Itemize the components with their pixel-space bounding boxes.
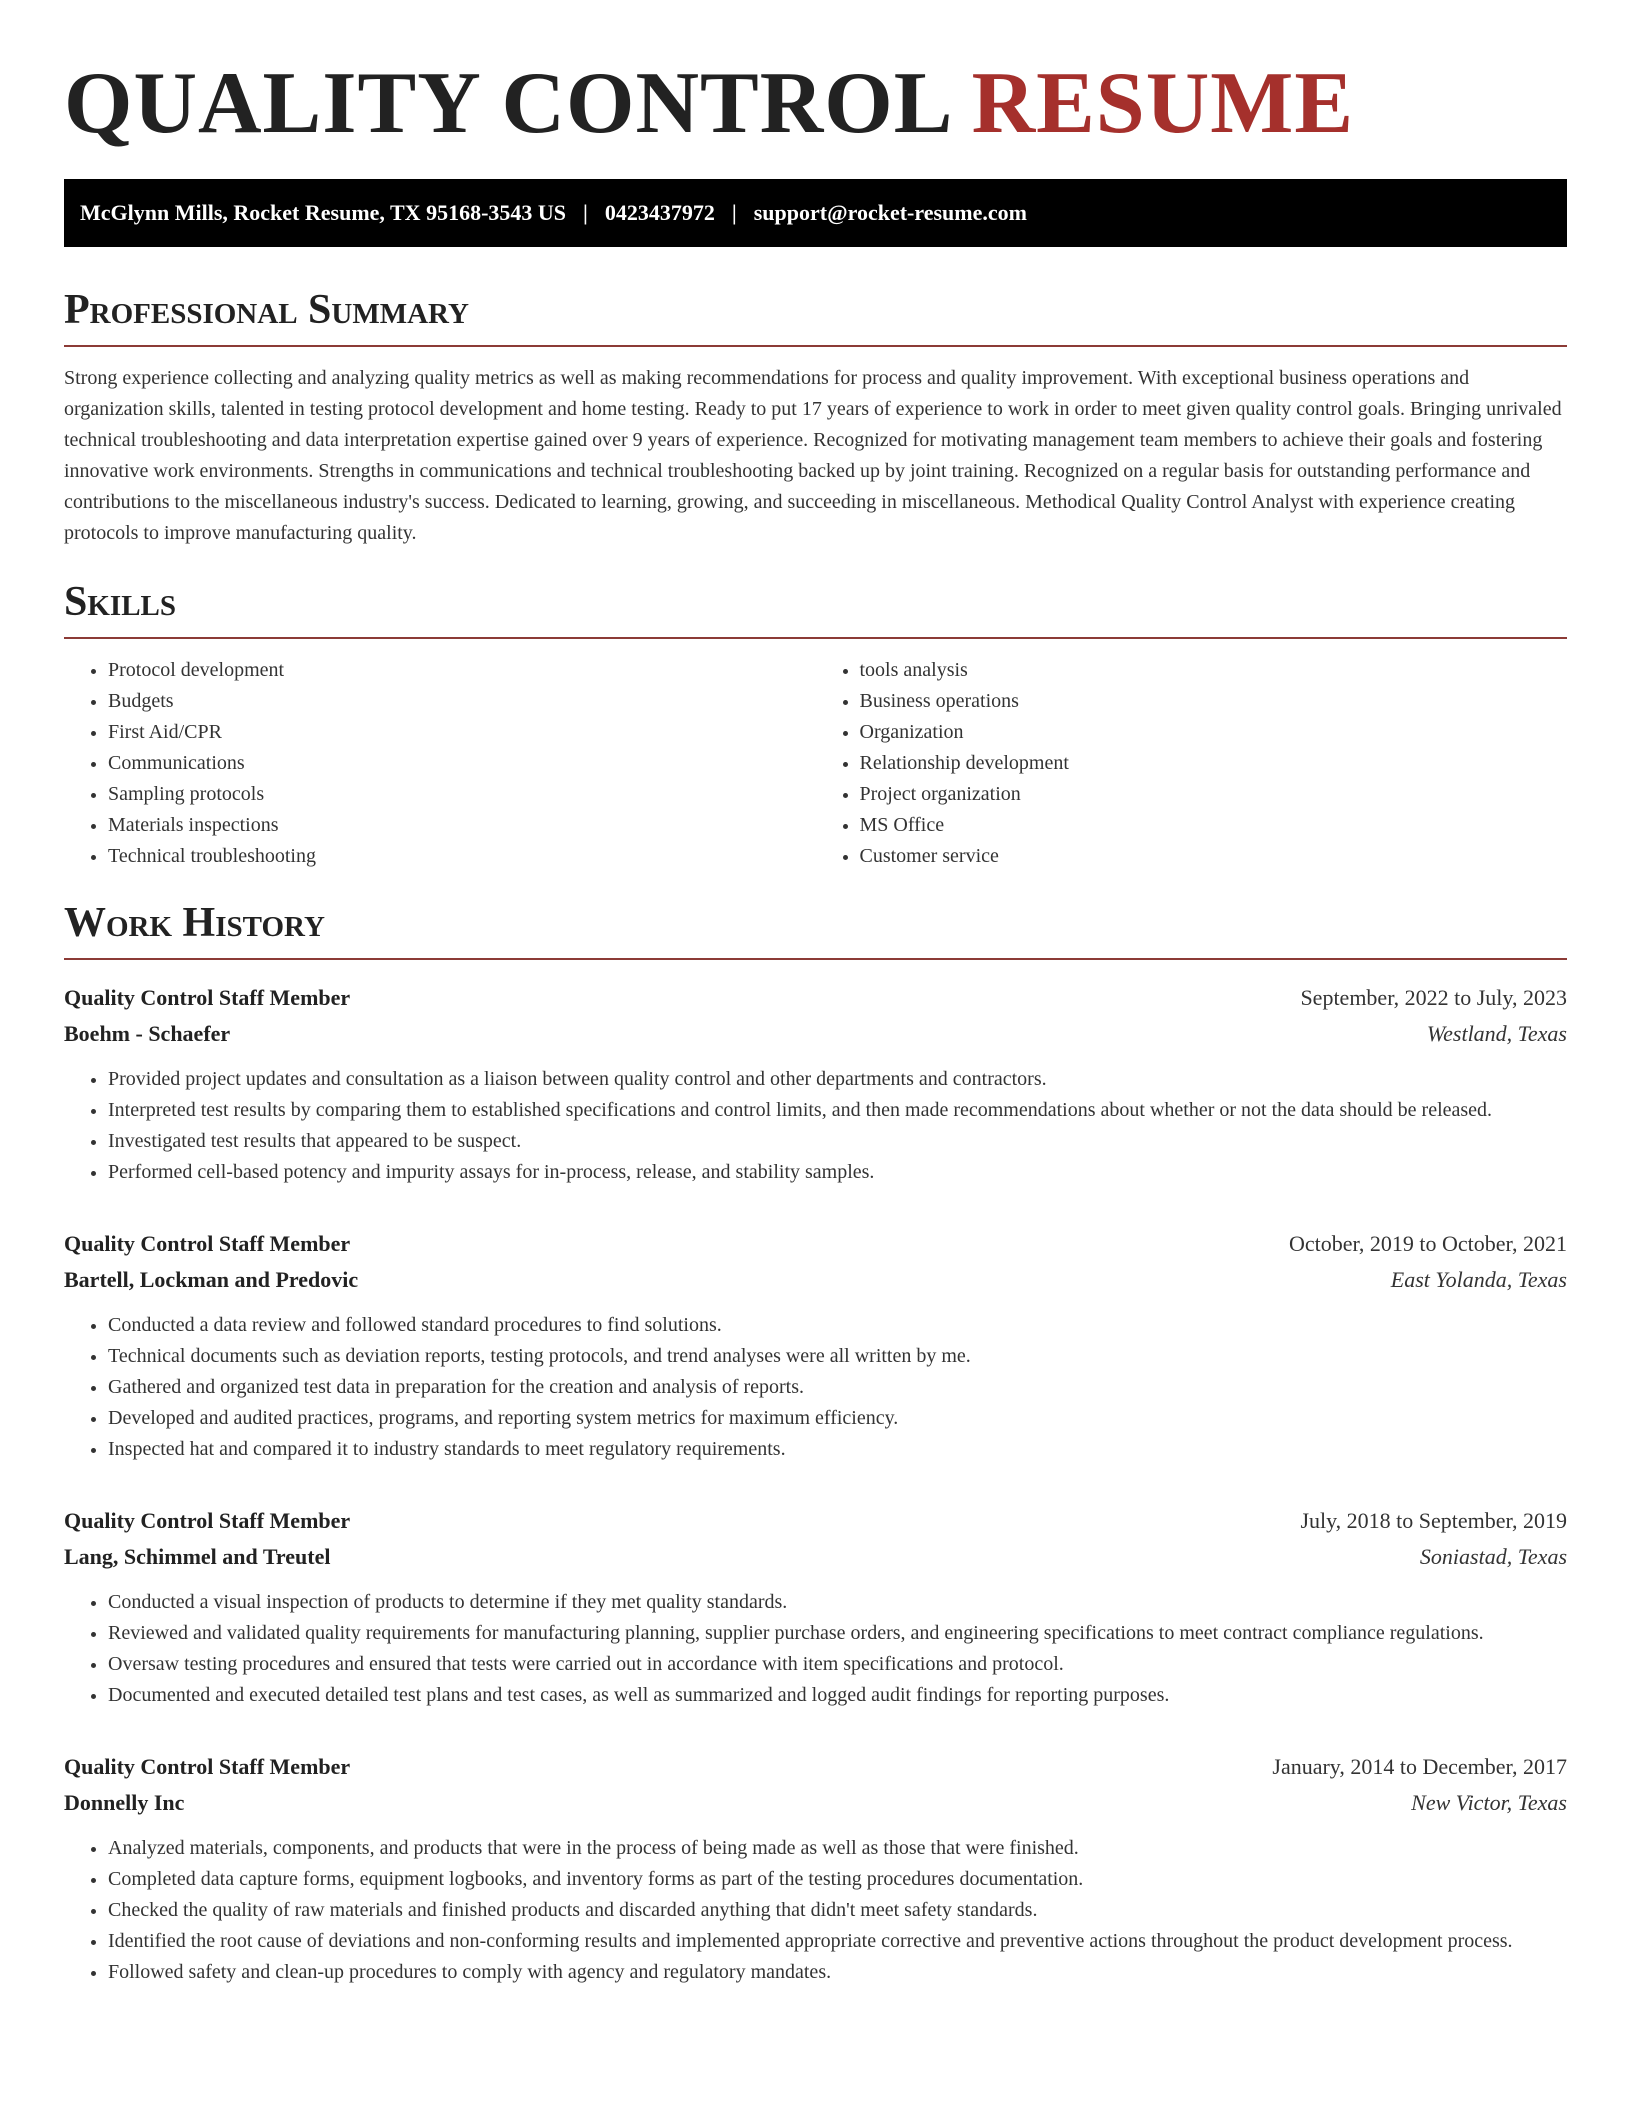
job-dates: September, 2022 to July, 2023 <box>1300 985 1567 1011</box>
job-duties <box>64 1064 1567 1188</box>
skill-item: • Protocol development <box>108 655 816 686</box>
skill-item: • Budgets <box>108 686 816 717</box>
job-duties <box>64 1833 1567 1988</box>
job-entry <box>64 1749 1567 1988</box>
contact-separator: | <box>583 199 588 225</box>
job-company-row <box>64 1262 1567 1298</box>
job-duties <box>64 1310 1567 1465</box>
job-company: Bartell, Lockman and Predovic <box>64 1267 359 1293</box>
summary-text: Strong experience collecting and analyzing quality metrics as well as making recommendations for process and quality improvement. With exceptional business operations and organization skills, talented in testing protocol development and home testing. Ready to put 17 years of experience to work in order to meet given quality control goals. Bringing unrivaled technical troubleshooting and data interpretation expertise gained over 9 years of experience. Recognized for motivating management team members to achieve their goals and fostering innovative work environments. Strengths in communications and technical troubleshooting backed up by joint training. Recognized on a regular basis for outstanding performance and contributions to the miscellaneous industry's success. Dedicated to learning, growing, and succeeding in miscellaneous. Methodical Quality Control Analyst with experience creating protocols to improve manufacturing quality. <box>64 366 1562 544</box>
skill-item: • Business operations <box>860 686 1568 717</box>
job-title: Quality Control Staff Member <box>64 985 351 1011</box>
duty-item: • Investigated test results that appeared to be suspect. <box>108 1126 1567 1157</box>
resume-title <box>64 56 1567 153</box>
skill-item: • First Aid/CPR <box>108 717 816 748</box>
skills-list-left <box>64 655 816 872</box>
skill-item: • Customer service <box>860 841 1568 872</box>
skill-item: • tools analysis <box>860 655 1568 686</box>
job-header-row <box>64 1503 1567 1539</box>
job-company-row <box>64 1539 1567 1575</box>
skills-grid <box>64 655 1567 872</box>
skills-section <box>64 579 1567 872</box>
job-title: Quality Control Staff Member <box>64 1231 351 1257</box>
job-dates: January, 2014 to December, 2017 <box>1272 1754 1567 1780</box>
job-entry <box>64 1503 1567 1711</box>
job-header-row <box>64 1749 1567 1785</box>
skill-item: • MS Office <box>860 810 1568 841</box>
skill-item: • Relationship development <box>860 748 1568 779</box>
skill-item: • Sampling protocols <box>108 779 816 810</box>
job-entry <box>64 1226 1567 1465</box>
duty-item: • Developed and audited practices, programs, and reporting system metrics for maximum efficiency. <box>108 1403 1567 1434</box>
job-company-row <box>64 1016 1567 1052</box>
contact-address: McGlynn Mills, Rocket Resume, TX 95168-3543 US <box>80 199 567 225</box>
duty-item: • Followed safety and clean-up procedures to comply with agency and regulatory mandates. <box>108 1957 1567 1988</box>
title-main: QUALITY CONTROL <box>64 55 949 152</box>
title-accent: RESUME <box>971 55 1355 152</box>
contact-phone: 0423437972 <box>604 199 715 225</box>
skill-item: • Technical troubleshooting <box>108 841 816 872</box>
summary-section <box>64 287 1567 549</box>
resume-page <box>64 0 1567 1988</box>
duty-item: • Oversaw testing procedures and ensured that tests were carried out in accordance with item specifications and protocol. <box>108 1649 1567 1680</box>
job-title: Quality Control Staff Member <box>64 1508 351 1534</box>
duty-item: • Reviewed and validated quality requirements for manufacturing planning, supplier purchase orders, and engineering specifications to meet contract compliance regulations. <box>108 1618 1567 1649</box>
job-company: Lang, Schimmel and Treutel <box>64 1544 331 1570</box>
duty-item: • Provided project updates and consultation as a liaison between quality control and other departments and contractors. <box>108 1064 1567 1095</box>
job-location: East Yolanda, Texas <box>1390 1267 1567 1293</box>
duty-item: • Interpreted test results by comparing them to established specifications and control limits, and then made recommendations about whether or not the data should be released. <box>108 1095 1567 1126</box>
duty-item: • Technical documents such as deviation reports, testing protocols, and trend analyses were all written by me. <box>108 1341 1567 1372</box>
job-dates: July, 2018 to September, 2019 <box>1300 1508 1567 1534</box>
skill-item: • Materials inspections <box>108 810 816 841</box>
job-location: Soniastad, Texas <box>1419 1544 1567 1570</box>
duty-item: • Checked the quality of raw materials and finished products and discarded anything that didn't meet safety standards. <box>108 1895 1567 1926</box>
skills-heading: Skills <box>64 579 1567 639</box>
duty-item: • Conducted a visual inspection of products to determine if they met quality standards. <box>108 1587 1567 1618</box>
duty-item: • Documented and executed detailed test plans and test cases, as well as summarized and logged audit findings for reporting purposes. <box>108 1680 1567 1711</box>
work-history-section <box>64 900 1567 1988</box>
job-header-row <box>64 980 1567 1016</box>
duty-item: • Analyzed materials, components, and products that were in the process of being made as well as those that were finished. <box>108 1833 1567 1864</box>
skill-item: • Project organization <box>860 779 1568 810</box>
duty-item: • Inspected hat and compared it to industry standards to meet regulatory requirements. <box>108 1434 1567 1465</box>
job-location: Westland, Texas <box>1426 1021 1567 1047</box>
duty-item: • Gathered and organized test data in preparation for the creation and analysis of reports. <box>108 1372 1567 1403</box>
skills-list-right <box>816 655 1568 872</box>
work-history-heading: Work History <box>64 900 1567 960</box>
job-company: Boehm - Schaefer <box>64 1021 231 1047</box>
contact-separator: | <box>731 199 737 225</box>
skill-item: • Communications <box>108 748 816 779</box>
duty-item: • Conducted a data review and followed standard procedures to find solutions. <box>108 1310 1567 1341</box>
job-entry <box>64 980 1567 1188</box>
job-company-row <box>64 1785 1567 1821</box>
job-location: New Victor, Texas <box>1411 1790 1567 1816</box>
contact-bar <box>64 179 1567 247</box>
contact-email[interactable]: support@rocket-resume.com <box>753 199 1027 225</box>
summary-heading: Professional Summary <box>64 287 1567 347</box>
job-dates: October, 2019 to October, 2021 <box>1288 1231 1567 1257</box>
duty-item: • Completed data capture forms, equipment logbooks, and inventory forms as part of the testing procedures documentation. <box>108 1864 1567 1895</box>
duty-item: • Performed cell-based potency and impurity assays for in-process, release, and stability samples. <box>108 1157 1567 1188</box>
job-duties <box>64 1587 1567 1711</box>
job-header-row <box>64 1226 1567 1262</box>
job-company: Donnelly Inc <box>64 1790 185 1816</box>
job-title: Quality Control Staff Member <box>64 1754 351 1780</box>
skill-item: • Organization <box>860 717 1568 748</box>
duty-item: • Identified the root cause of deviations and non-conforming results and implemented appropriate corrective and preventive actions throughout the product development process. <box>108 1926 1567 1957</box>
